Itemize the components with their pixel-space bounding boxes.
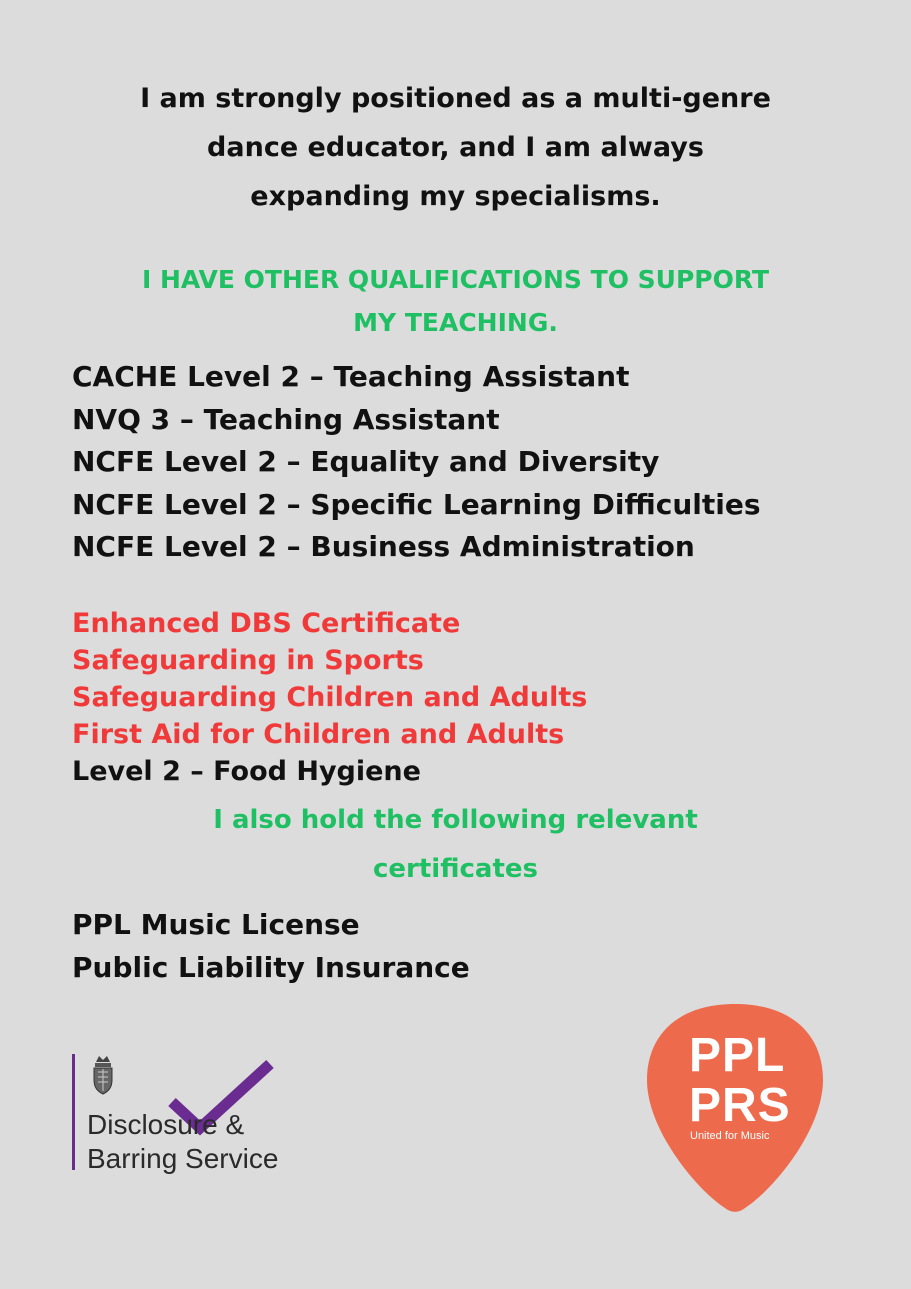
- intro-line: I am strongly positioned as a multi-genre: [140, 83, 771, 114]
- certificates-heading: [80, 796, 831, 894]
- dbs-line: Barring Service: [87, 1143, 279, 1174]
- qualification-item: CACHE Level 2 – Teaching Assistant: [72, 360, 630, 393]
- heading-line: certificates: [373, 854, 538, 884]
- dbs-name: [87, 1108, 278, 1176]
- dbs-divider: [72, 1054, 75, 1170]
- certificate-item: Public Liability Insurance: [72, 951, 470, 984]
- royal-crest-icon: [88, 1052, 118, 1096]
- dbs-line: Disclosure &: [87, 1109, 245, 1140]
- safety-item: Level 2 – Food Hygiene: [72, 756, 421, 787]
- ppl-text: PPL: [689, 1029, 786, 1082]
- safety-item: Enhanced DBS Certificate: [72, 608, 461, 639]
- heading-line: I also hold the following relevant: [213, 805, 698, 835]
- intro-text: [80, 74, 831, 221]
- qualifications-heading: [80, 258, 831, 344]
- intro-line: dance educator, and I am always: [207, 132, 704, 163]
- safety-item: Safeguarding Children and Adults: [72, 682, 588, 713]
- prs-text: PRS: [689, 1079, 791, 1132]
- safety-item: First Aid for Children and Adults: [72, 719, 565, 750]
- qualifications-list: [72, 356, 761, 569]
- heading-line: I HAVE OTHER QUALIFICATIONS TO SUPPORT: [141, 265, 770, 294]
- certificates-list: [72, 903, 470, 989]
- intro-line: expanding my specialisms.: [250, 181, 661, 212]
- ppl-tagline: United for Music: [690, 1130, 770, 1142]
- heading-line: MY TEACHING.: [353, 308, 558, 337]
- qualification-item: NCFE Level 2 – Business Administration: [72, 530, 695, 563]
- qualification-item: NVQ 3 – Teaching Assistant: [72, 402, 500, 436]
- safety-item: Safeguarding in Sports: [72, 645, 424, 676]
- certificate-item: PPL Music License: [72, 908, 360, 941]
- ppl-prs-logo: [645, 1002, 825, 1214]
- qualification-item: NCFE Level 2 – Equality and Diversity: [72, 445, 660, 478]
- qualification-item: NCFE Level 2 – Specific Learning Difficulties: [72, 487, 761, 521]
- dbs-logo: [70, 1050, 320, 1180]
- safety-list: [72, 605, 587, 790]
